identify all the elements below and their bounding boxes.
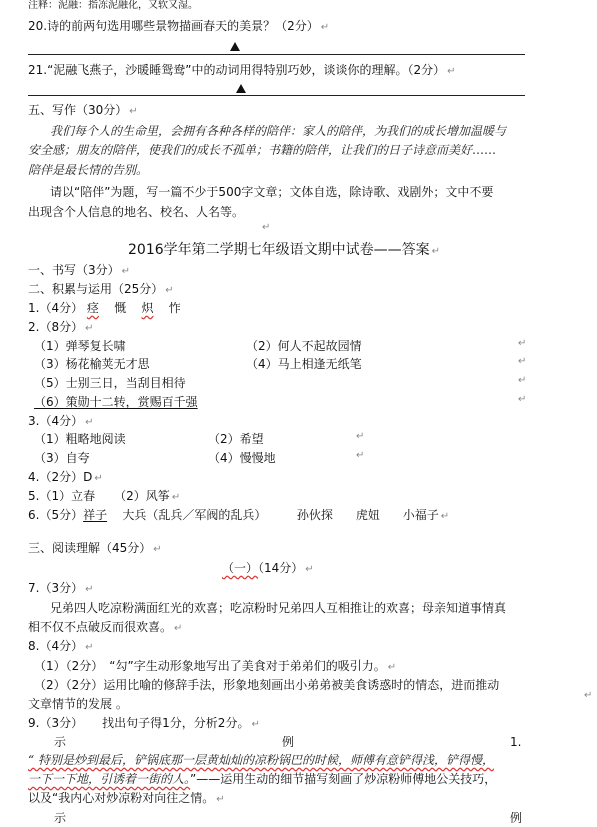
answer-8-line: 文章情节的发展 。 (28, 697, 128, 711)
answer-2-item: （3）杨花榆荚无才思 (34, 357, 150, 371)
answer-9-quote-cont: 一下一下地，引诱着一街的人。”——运用生动的细节描写刻画了炒凉粉师傅地公关技巧， (28, 772, 497, 786)
section-3-heading: 三、阅读理解（45分） ↵ (28, 541, 162, 555)
answer-3-label: 3.（4分） ↵ (28, 414, 94, 428)
answer-8-line: （2）（2分）运用比喻的修辞手法，形象地刻画出小弟弟被美食诱惑时的情态，进而推动 (34, 678, 500, 692)
example-label-li: 例 (510, 811, 523, 825)
writing-prompt-line: 安全感；朋友的陪伴，使我们的成长不孤单；书籍的陪伴，让我们的日子诗意而美好…… (28, 143, 497, 157)
answer-6: 6.（5分）祥子 大兵（乱兵／军阀的乱兵） 孙伙探 虎妞 小福子 ↵ (28, 508, 450, 522)
writing-heading: 五、写作（30分） ↵ (28, 103, 138, 117)
answer-3-item: （2）希望 (208, 432, 264, 446)
answer-1: 1.（4分） 痉 慨 炽 怍 (28, 301, 181, 315)
answer-marker-triangle (236, 84, 246, 93)
answer-marker-triangle (230, 42, 240, 51)
answer-9-label: 9.（3分） 找出句子得1分，分析2分。 ↵ (28, 716, 260, 730)
top-note: 注释：泥融：指冻泥融化，又软又湿。 (28, 0, 198, 11)
paragraph-mark: ↵ (262, 222, 271, 233)
paragraph-mark: ↵ (518, 375, 527, 386)
answer-3-item: （3）自夸 (34, 451, 90, 465)
example-label-shi: 示 (54, 735, 67, 749)
answer-2-label: 2.（8分） ↵ (28, 320, 94, 334)
answer-7-label: 7.（3分） ↵ (28, 581, 94, 595)
answer-2-item: （2）何人不起故园情 (246, 339, 362, 353)
paragraph-mark: ↵ (518, 356, 527, 367)
answer-2-item: （4）马上相逢无纸笔 (246, 357, 362, 371)
paragraph-mark: ↵ (356, 450, 365, 461)
example-label-li: 例 (282, 735, 295, 749)
writing-task-line: 请以“陪伴”为题，写一篇不少于500字文章；文体自选，除诗歌、戏剧外；文中不要 (50, 185, 494, 199)
part-1-heading: （一）（14分） ↵ (222, 561, 314, 575)
answer-key-title: 2016学年第二学期七年级语文期中试卷——答案 ↵ (128, 242, 441, 258)
answer-line (28, 54, 525, 55)
answer-5: 5.（1）立春 （2）风筝 ↵ (28, 489, 181, 503)
answer-3-item: （1）粗略地阅读 (34, 432, 126, 446)
answer-line (28, 95, 525, 96)
paragraph-mark: ↵ (518, 394, 527, 405)
answer-8-label: 8.（4分） ↵ (28, 639, 94, 653)
paragraph-mark: ↵ (518, 338, 527, 349)
answer-9-line: 以及“我内心对炒凉粉对向往之情。 ↵ (28, 791, 225, 805)
answer-2-item: （5）士别三日，当刮目相待 (34, 376, 186, 390)
answer-7-line: 相不仅不点破反而很欢喜。 ↵ (28, 620, 183, 634)
question-20: 20.诗的前两句选用哪些景物描画春天的美景？（2分） ↵ (28, 19, 330, 33)
writing-prompt-line: 陪伴是最长情的告别。 (28, 163, 149, 177)
answer-9-quote: “ 特别是炒到最后，铲锅底那一层黄灿灿的凉粉锅巴的时候，师傅有意铲得浅，铲得慢， (28, 753, 494, 767)
answer-2-item: （1）弹琴复长啸 (34, 339, 126, 353)
answer-4: 4.（2分）D ↵ (28, 470, 103, 484)
writing-prompt-line: 我们每个人的生命里，会拥有各种各样的陪伴：家人的陪伴，为我们的成长增加温暖与 (50, 124, 507, 138)
answer-3-item: （4）慢慢地 (208, 451, 276, 465)
paragraph-mark: ↵ (356, 431, 365, 442)
section-2-heading: 二、积累与运用（25分） ↵ (28, 282, 174, 296)
example-number: 1. (510, 735, 522, 749)
example-label-shi: 示 (54, 811, 67, 825)
answer-8-line: （1）（2分） “勾”字生动形象地写出了美食对于弟弟们的吸引力。 ↵ (34, 659, 397, 673)
answer-7-line: 兄弟四人吃凉粉满面红光的欢喜；吃凉粉时兄弟四人互相推让的欢喜；母亲知道事情真 (50, 601, 507, 615)
paragraph-mark: ↵ (584, 690, 593, 701)
answer-2-item: （6）策勋十二转，赏赐百千强 (34, 395, 198, 409)
section-1-heading: 一、书写（3分） ↵ (28, 263, 131, 277)
question-21: 21.“泥融飞燕子，沙暖睡鸳鸯”中的动词用得特别巧妙，谈谈你的理解。（2分） ↵ (28, 63, 456, 77)
writing-task-line: 出现含个人信息的地名、校名、人名等。 (28, 205, 245, 219)
